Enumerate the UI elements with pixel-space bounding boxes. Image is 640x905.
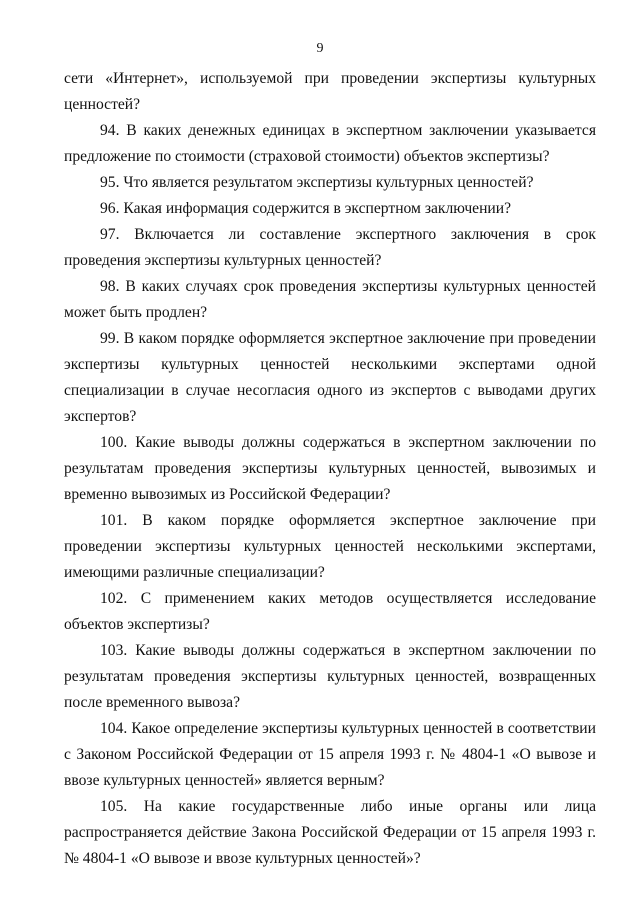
page-number: 9 <box>316 41 324 56</box>
question-94: 94. В каких денежных единицах в экспертном заключении указывается предложение по стоимости (страховой стоимости) объектов экспертизы? <box>64 122 596 165</box>
question-100: 100. Какие выводы должны содержаться в экспертном заключении по результатам проведения экспертизы культурных ценностей, вывозимых и временно вывозимых из Российской Федерации? <box>64 434 596 503</box>
question-104: 104. Какое определение экспертизы культурных ценностей в соответствии с Законом Российской Федерации от 15 апреля 1993 г. № 4804-1 «О вывозе и ввозе культурных ценностей» является верным? <box>64 720 596 789</box>
question-105: 105. На какие государственные либо иные органы или лица распространяется действие Закона Российской Федерации от 15 апреля 1993 г. № 4804-1 «О вывозе и ввозе культурных ценностей»? <box>64 798 596 867</box>
question-99: 99. В каком порядке оформляется экспертное заключение при проведении экспертизы культурных ценностей несколькими экспертами одной специализации в случае несогласия одного из экспертов с выводами других экспертов? <box>64 330 596 425</box>
question-102: 102. С применением каких методов осуществляется исследование объектов экспертизы? <box>64 590 596 633</box>
question-103: 103. Какие выводы должны содержаться в экспертном заключении по результатам проведения экспертизы культурных ценностей, возвращенных после временного вывоза? <box>64 642 596 711</box>
question-101: 101. В каком порядке оформляется экспертное заключение при проведении экспертизы культурных ценностей несколькими экспертами, имеющими различные специализации? <box>64 512 596 581</box>
question-98: 98. В каких случаях срок проведения экспертизы культурных ценностей может быть продлен? <box>64 278 596 321</box>
paragraph-93-continuation: сети «Интернет», используемой при проведении экспертизы культурных ценностей? <box>64 70 596 113</box>
question-97: 97. Включается ли составление экспертного заключения в срок проведения экспертизы культурных ценностей? <box>64 226 596 269</box>
question-95: 95. Что является результатом экспертизы культурных ценностей? <box>100 174 534 191</box>
document-body <box>64 66 596 872</box>
question-96: 96. Какая информация содержится в экспертном заключении? <box>100 200 512 217</box>
